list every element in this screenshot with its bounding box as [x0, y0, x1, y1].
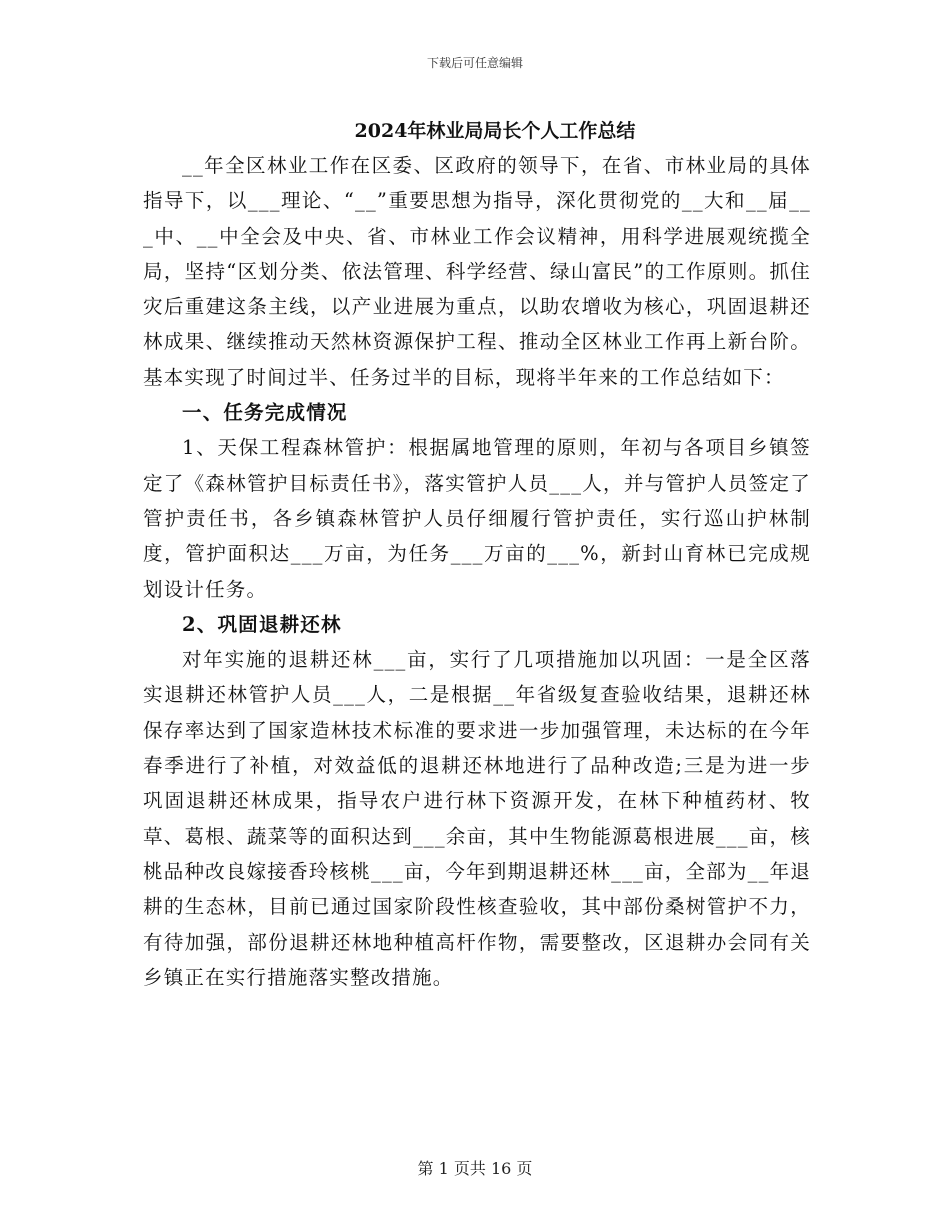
section-paragraph-consolidate: 对年实施的退耕还林___亩，实行了几项措施加以巩固：一是全区落实退耕还林管护人员___人，二是根据__年省级复查验收结果，退耕还林保存率达到了国家造林技术标准的要求进一步加强管理，未达标的在今年春季进行了补植，对效益低的退耕还林地进行了品种改造;三是为进一步巩固退耕还林成果，指导农户进行林下资源开发，在林下种植药材、牧草、葛根、蔬菜等的面积达到___余亩，其中生物能源葛根进展___亩，核桃品种改良嫁接香玲核桃___亩，今年到期退耕还林___亩，全部为__年退耕的生态林，目前已通过国家阶段性核查验收，其中部份桑树管护不力，有待加强，部份退耕还林地种植高杆作物，需要整改，区退耕办会同有关乡镇正在实行措施落实整改措施。 — [143, 648, 811, 989]
document-body — [143, 148, 811, 995]
section-heading-tasks: 一、任务完成情况 — [182, 401, 348, 425]
page-footer: 第 1 页共 16 页 — [417, 1159, 533, 1178]
document-title: 2024年林业局局长个人工作总结 — [354, 120, 636, 142]
section-heading-consolidate: 2、巩固退耕还林 — [182, 612, 342, 636]
header-note: 下载后可任意编辑 — [426, 56, 523, 70]
intro-paragraph: __年全区林业工作在区委、区政府的领导下，在省、市林业局的具体指导下，以___理论、“__”重要思想为指导，深化贯彻党的__大和__届___中、__中全会及中央、省、市林业工作会议精神，用科学进展观统揽全局，坚持“区划分类、依法管理、科学经营、绿山富民”的工作原则。抓住灾后重建这条主线，以产业进展为重点，以助农增收为核心，巩固退耕还林成果、继续推动天然林资源保护工程、推动全区林业工作再上新台阶。基本实现了时间过半、任务过半的目标，现将半年来的工作总结如下： — [143, 154, 811, 389]
section-paragraph-forest-protection: 1、天保工程森林管护：根据属地管理的原则，年初与各项目乡镇签定了《森林管护目标责任书》，落实管护人员___人，并与管护人员签定了管护责任书，各乡镇森林管护人员仔细履行管护责任，实行巡山护林制度，管护面积达___万亩，为任务___万亩的___%，新封山育林已完成规划设计任务。 — [143, 436, 811, 601]
